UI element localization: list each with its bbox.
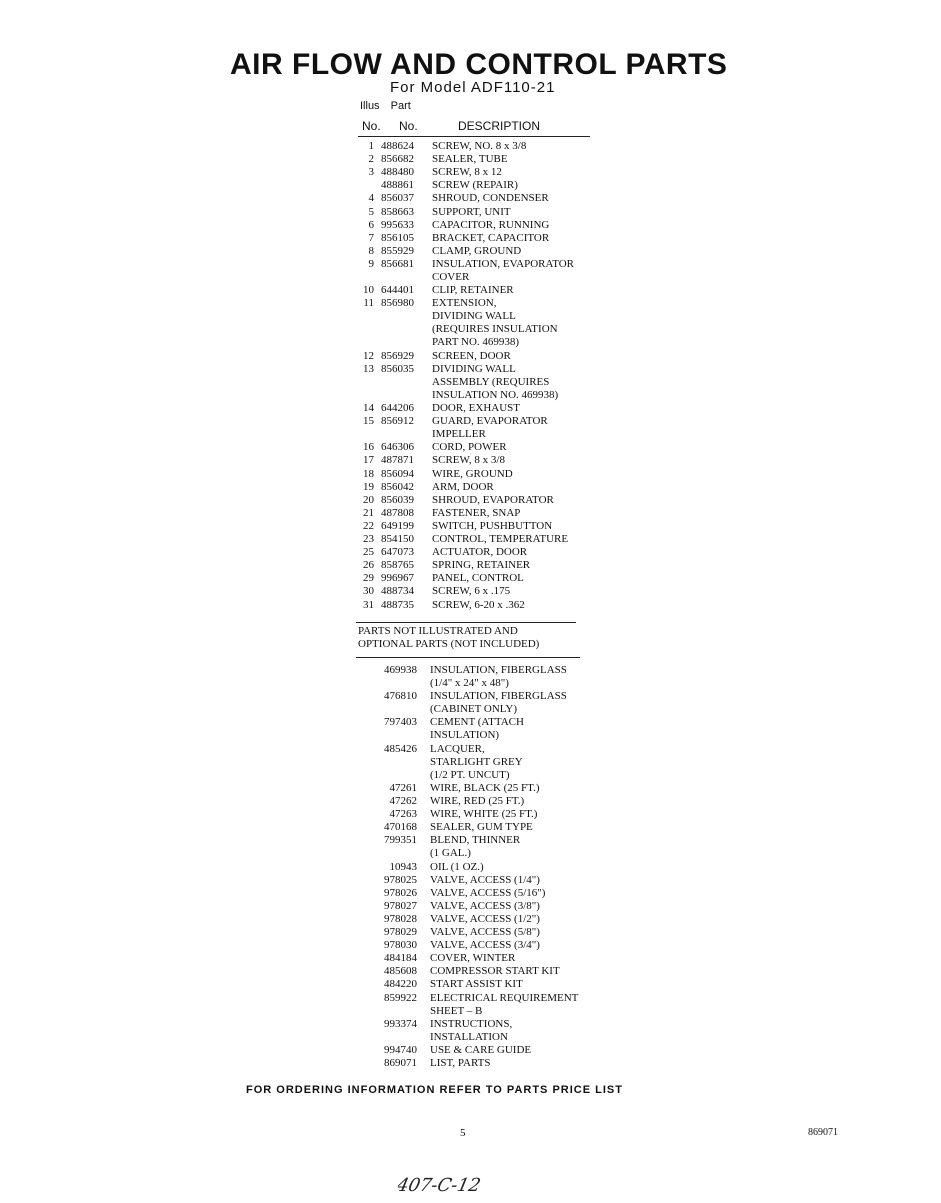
part-description: COVER xyxy=(432,270,470,283)
part-description: CAPACITOR, RUNNING xyxy=(432,218,550,231)
part-number: 47262 xyxy=(389,795,417,807)
part-description: INSTRUCTIONS, xyxy=(430,1017,513,1030)
part-row xyxy=(0,206,941,219)
part-number: 996967 xyxy=(381,572,414,585)
optional-part-row xyxy=(0,965,941,978)
column-header-no: No. xyxy=(362,119,381,133)
part-description: (CABINET ONLY) xyxy=(430,703,517,716)
part-number: 485608 xyxy=(384,965,417,978)
part-description: SHEET – B xyxy=(430,1004,483,1017)
part-row xyxy=(0,192,941,205)
illus-number: 13 xyxy=(363,362,374,375)
optional-part-row xyxy=(0,861,941,874)
illus-number: 8 xyxy=(368,244,374,257)
part-row xyxy=(0,415,941,441)
part-description: LIST, PARTS xyxy=(430,1057,491,1069)
part-description: VALVE, ACCESS (5/16") xyxy=(430,886,546,899)
column-header-illus-part: Illus Part xyxy=(360,100,411,112)
optional-part-row xyxy=(0,821,941,834)
part-number: 488624 xyxy=(381,140,414,152)
part-description: SPRING, RETAINER xyxy=(432,559,531,572)
part-number: 484220 xyxy=(384,978,417,991)
optional-part-row xyxy=(0,939,941,952)
part-description: BRACKET, CAPACITOR xyxy=(432,231,550,244)
illus-number: 29 xyxy=(363,572,374,585)
part-number: 978027 xyxy=(384,899,417,912)
part-row xyxy=(0,232,941,245)
optional-part-row xyxy=(0,743,941,782)
part-number: 855929 xyxy=(381,244,414,257)
part-number: 488734 xyxy=(381,585,414,598)
part-description: CONTROL, TEMPERATURE xyxy=(432,533,569,545)
part-row xyxy=(0,546,941,559)
part-description: SCREW, 6 x .175 xyxy=(432,585,511,598)
part-row xyxy=(0,219,941,232)
part-description: ASSEMBLY (REQUIRES xyxy=(432,375,550,388)
optional-part-row xyxy=(0,952,941,965)
part-number: 854150 xyxy=(381,533,414,545)
optional-part-row xyxy=(0,874,941,887)
part-description: SCREW, 8 x 3/8 xyxy=(432,454,505,467)
optional-part-row xyxy=(0,887,941,900)
header-divider xyxy=(358,136,590,137)
column-header-description: DESCRIPTION xyxy=(458,119,541,133)
svg-text:407-C-12: 407-C-12 xyxy=(398,1175,483,1196)
part-row xyxy=(0,441,941,454)
part-number: 470168 xyxy=(384,821,417,834)
optional-part-row xyxy=(0,834,941,860)
optional-part-row xyxy=(0,782,941,795)
part-row xyxy=(0,520,941,533)
part-number: 978026 xyxy=(384,886,417,899)
part-description: PANEL, CONTROL xyxy=(432,572,524,585)
illus-number: 31 xyxy=(363,598,374,611)
optional-part-row xyxy=(0,716,941,742)
part-row xyxy=(0,363,941,402)
part-number: 484184 xyxy=(384,952,417,965)
illus-number: 7 xyxy=(368,231,374,244)
part-number: 47263 xyxy=(389,808,417,821)
part-row xyxy=(0,572,941,585)
part-description: FASTENER, SNAP xyxy=(432,506,521,519)
part-description: VALVE, ACCESS (1/4") xyxy=(430,873,540,886)
part-description: SCREW, NO. 8 x 3/8 xyxy=(432,140,527,152)
part-number: 858765 xyxy=(381,559,414,572)
optional-part-row xyxy=(0,1057,941,1070)
part-number: 647073 xyxy=(381,546,414,559)
part-description: EXTENSION, xyxy=(432,297,497,310)
part-description: VALVE, ACCESS (3/4") xyxy=(430,939,540,952)
part-description: CLAMP, GROUND xyxy=(432,244,522,257)
illus-number: 21 xyxy=(363,506,374,519)
part-description: ARM, DOOR xyxy=(432,480,494,493)
part-row xyxy=(0,494,941,507)
part-description: OIL (1 OZ.) xyxy=(430,860,484,873)
part-row xyxy=(0,507,941,520)
illus-number: 19 xyxy=(363,480,374,493)
part-description: SCREEN, DOOR xyxy=(432,349,511,362)
part-description: SHROUD, CONDENSER xyxy=(432,192,549,205)
part-row xyxy=(0,559,941,572)
part-description: SWITCH, PUSHBUTTON xyxy=(432,519,553,532)
part-description: ELECTRICAL REQUIREMENT xyxy=(430,991,579,1004)
optional-part-row xyxy=(0,690,941,716)
part-number: 856035 xyxy=(381,362,414,375)
part-description: SCREW, 8 x 12 xyxy=(432,166,502,179)
part-description: IMPELLER xyxy=(432,428,486,441)
part-number: 856037 xyxy=(381,192,414,205)
part-number: 487871 xyxy=(381,454,414,467)
illus-number: 12 xyxy=(363,349,374,362)
page-title: AIR FLOW AND CONTROL PARTS xyxy=(230,48,728,81)
part-number: 858663 xyxy=(381,205,414,218)
part-number: 485426 xyxy=(384,742,417,755)
model-subtitle: For Model ADF110-21 xyxy=(390,79,556,96)
part-description: SEALER, GUM TYPE xyxy=(430,821,533,834)
part-number: 10943 xyxy=(389,860,417,873)
optional-part-row xyxy=(0,992,941,1018)
part-number: 856039 xyxy=(381,493,414,506)
part-row xyxy=(0,585,941,598)
illus-number: 15 xyxy=(363,415,374,428)
part-row xyxy=(0,284,941,297)
part-description: ACTUATOR, DOOR xyxy=(432,546,528,559)
part-row xyxy=(0,258,941,284)
part-description: SCREW (REPAIR) xyxy=(432,179,518,192)
illus-number: 23 xyxy=(363,533,374,545)
illus-number: 22 xyxy=(363,519,374,532)
part-description: COVER, WINTER xyxy=(430,952,516,965)
part-number: 649199 xyxy=(381,519,414,532)
part-number: 993374 xyxy=(384,1017,417,1030)
part-row xyxy=(0,599,941,612)
part-number: 994740 xyxy=(384,1043,417,1056)
optional-part-row xyxy=(0,1044,941,1057)
part-description: VALVE, ACCESS (5/8") xyxy=(430,926,540,938)
part-description: SHROUD, EVAPORATOR xyxy=(432,493,554,506)
part-description: WIRE, GROUND xyxy=(432,467,513,480)
part-number: 799351 xyxy=(384,834,417,847)
part-description: WIRE, RED (25 FT.) xyxy=(430,795,525,807)
part-description: SUPPORT, UNIT xyxy=(432,205,511,218)
part-number: 856094 xyxy=(381,467,414,480)
optional-header-line: PARTS NOT ILLUSTRATED AND xyxy=(358,625,518,637)
part-description: GUARD, EVAPORATOR xyxy=(432,415,548,428)
part-number: 856912 xyxy=(381,415,414,428)
illus-number: 16 xyxy=(363,441,374,454)
part-row xyxy=(0,153,941,166)
part-description: VALVE, ACCESS (3/8") xyxy=(430,899,540,912)
part-description: CLIP, RETAINER xyxy=(432,284,514,297)
part-number: 488861 xyxy=(381,179,414,192)
part-number: 978028 xyxy=(384,912,417,925)
part-description: INSTALLATION xyxy=(430,1030,508,1043)
part-description: BLEND, THINNER xyxy=(430,834,521,847)
part-number: 859922 xyxy=(384,991,417,1004)
illus-number: 20 xyxy=(363,493,374,506)
handwritten-note xyxy=(398,1172,538,1203)
part-number: 644206 xyxy=(381,402,414,414)
part-row xyxy=(0,350,941,363)
part-number: 487808 xyxy=(381,506,414,519)
part-number: 856929 xyxy=(381,349,414,362)
part-description: INSULATION) xyxy=(430,729,500,742)
illus-number: 11 xyxy=(363,297,374,310)
part-row xyxy=(0,297,941,349)
optional-part-row xyxy=(0,978,941,991)
illus-number: 25 xyxy=(363,546,374,559)
illus-number: 5 xyxy=(368,205,374,218)
part-row xyxy=(0,468,941,481)
optional-part-row xyxy=(0,900,941,913)
illus-number: 4 xyxy=(368,192,374,205)
part-description: INSULATION, EVAPORATOR xyxy=(432,257,574,270)
optional-part-row xyxy=(0,808,941,821)
optional-divider-bottom xyxy=(356,657,580,658)
part-number: 978025 xyxy=(384,873,417,886)
part-description: (1 GAL.) xyxy=(430,847,471,860)
part-number: 869071 xyxy=(384,1057,417,1069)
part-description: SEALER, TUBE xyxy=(432,153,508,166)
illus-number: 1 xyxy=(368,140,374,152)
part-description: WIRE, WHITE (25 FT.) xyxy=(430,808,538,821)
part-number: 488480 xyxy=(381,166,414,179)
illus-number: 17 xyxy=(363,454,374,467)
optional-part-row xyxy=(0,913,941,926)
part-number: 646306 xyxy=(381,441,414,454)
illus-number: 30 xyxy=(363,585,374,598)
part-row xyxy=(0,481,941,494)
part-number: 995633 xyxy=(381,218,414,231)
document-number: 869071 xyxy=(808,1127,838,1138)
part-number: 476810 xyxy=(384,690,417,703)
part-description: DIVIDING WALL xyxy=(432,310,516,323)
illus-number: 9 xyxy=(368,257,374,270)
part-description: LACQUER, xyxy=(430,742,485,755)
part-description: (REQUIRES INSULATION xyxy=(432,323,558,336)
part-number: 856042 xyxy=(381,480,414,493)
part-row xyxy=(0,402,941,415)
part-number: 856980 xyxy=(381,297,414,310)
part-number: 644401 xyxy=(381,284,414,297)
part-number: 978030 xyxy=(384,939,417,952)
part-description: USE & CARE GUIDE xyxy=(430,1043,532,1056)
page-number: 5 xyxy=(460,1127,466,1139)
optional-part-row xyxy=(0,795,941,808)
illus-number: 2 xyxy=(368,153,374,166)
part-description: STARLIGHT GREY xyxy=(430,755,523,768)
part-description: VALVE, ACCESS (1/2") xyxy=(430,912,540,925)
part-number: 978029 xyxy=(384,926,417,938)
part-description: WIRE, BLACK (25 FT.) xyxy=(430,781,540,794)
part-row xyxy=(0,454,941,467)
illus-number: 18 xyxy=(363,467,374,480)
optional-part-row xyxy=(0,926,941,939)
illus-number: 10 xyxy=(363,284,374,297)
column-header-part-no: No. xyxy=(399,119,418,133)
part-description: START ASSIST KIT xyxy=(430,978,523,991)
part-description: (1/4" x 24" x 48") xyxy=(430,677,509,690)
part-description: INSULATION, FIBERGLASS xyxy=(430,664,567,676)
part-description: PART NO. 469938) xyxy=(432,336,520,349)
part-row xyxy=(0,533,941,546)
optional-header-line: OPTIONAL PARTS (NOT INCLUDED) xyxy=(358,638,540,650)
optional-part-row xyxy=(0,664,941,690)
part-number: 488735 xyxy=(381,598,414,611)
part-description: INSULATION NO. 469938) xyxy=(432,388,559,401)
part-description: SCREW, 6-20 x .362 xyxy=(432,598,525,611)
part-number: 856681 xyxy=(381,257,414,270)
part-number: 797403 xyxy=(384,716,417,729)
ordering-info-footer: FOR ORDERING INFORMATION REFER TO PARTS PRICE LIST xyxy=(246,1084,623,1096)
part-description: DIVIDING WALL xyxy=(432,362,516,375)
part-number: 469938 xyxy=(384,664,417,676)
illus-number: 6 xyxy=(368,218,374,231)
optional-part-row xyxy=(0,1018,941,1044)
illus-number: 26 xyxy=(363,559,374,572)
part-row xyxy=(0,245,941,258)
optional-divider-top xyxy=(356,622,576,623)
part-row xyxy=(0,140,941,153)
part-description: CEMENT (ATTACH xyxy=(430,716,524,729)
part-row xyxy=(0,166,941,179)
part-description: (1/2 PT. UNCUT) xyxy=(430,768,510,781)
illus-number: 3 xyxy=(368,166,374,179)
part-description: INSULATION, FIBERGLASS xyxy=(430,690,567,703)
part-number: 856682 xyxy=(381,153,414,166)
part-description: CORD, POWER xyxy=(432,441,507,454)
part-number: 856105 xyxy=(381,231,414,244)
part-number: 47261 xyxy=(389,781,417,794)
part-description: DOOR, EXHAUST xyxy=(432,402,520,414)
illus-number: 14 xyxy=(363,402,374,414)
part-row xyxy=(0,179,941,192)
part-description: COMPRESSOR START KIT xyxy=(430,965,560,978)
